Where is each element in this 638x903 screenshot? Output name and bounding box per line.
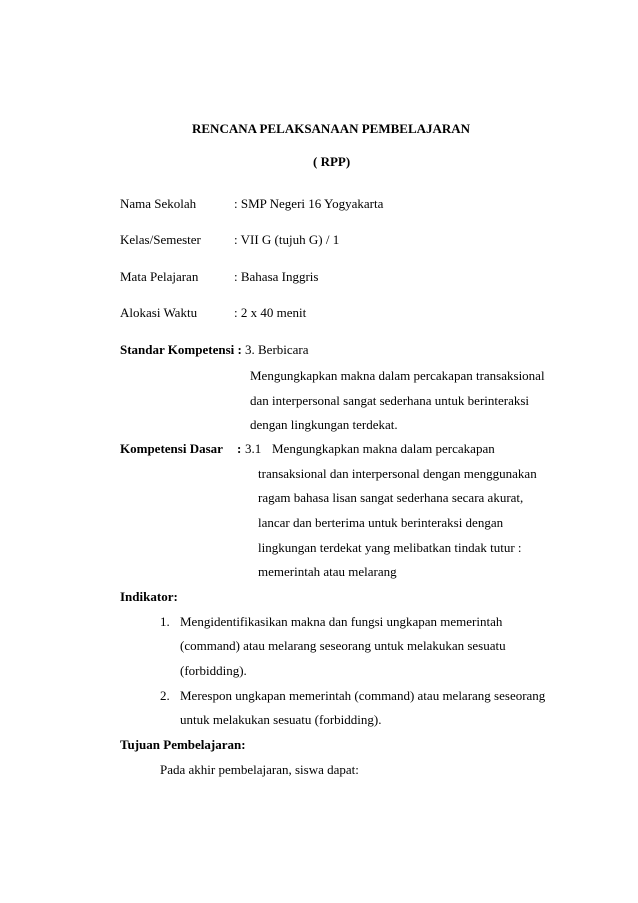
indikator-item-number: 2. — [160, 688, 170, 703]
identity-value-time: : 2 x 40 menit — [234, 305, 307, 320]
identity-value-school: : SMP Negeri 16 Yogyakarta — [234, 196, 384, 211]
kompetensi-dasar-colon: : — [237, 441, 242, 456]
document-subtitle: ( RPP) — [313, 154, 351, 169]
standar-kompetensi-line: Mengungkapkan makna dalam percakapan transaksional — [250, 368, 545, 383]
tujuan-text: Pada akhir pembelajaran, siswa dapat: — [160, 762, 359, 777]
indikator-item-number: 1. — [160, 614, 170, 629]
kompetensi-dasar-line: lancar dan berterima untuk berinteraksi dengan — [258, 515, 504, 530]
identity-label-time: Alokasi Waktu — [120, 305, 198, 320]
kompetensi-dasar-line: transaksional dan interpersonal dengan menggunakan — [258, 466, 537, 481]
kompetensi-dasar-line: lingkungan terdekat yang melibatkan tindak tutur : — [258, 540, 522, 555]
indikator-item-line: (forbidding). — [180, 663, 247, 678]
indikator-item-line: untuk melakukan sesuatu (forbidding). — [180, 712, 382, 727]
standar-kompetensi-label: Standar Kompetensi : — [120, 342, 242, 357]
standar-kompetensi-line: dengan lingkungan terdekat. — [250, 417, 398, 432]
standar-kompetensi-heading: 3. Berbicara — [245, 342, 309, 357]
identity-label-subject: Mata Pelajaran — [120, 269, 199, 284]
identity-label-class: Kelas/Semester — [120, 232, 201, 247]
indikator-item-line: (command) atau melarang seseorang untuk melakukan sesuatu — [180, 638, 506, 653]
indikator-item-line: Merespon ungkapan memerintah (command) atau melarang seseorang — [180, 688, 546, 703]
kompetensi-dasar-line: memerintah atau melarang — [258, 564, 397, 579]
identity-value-subject: : Bahasa Inggris — [234, 269, 319, 284]
identity-value-class: : VII G (tujuh G) / 1 — [234, 232, 340, 247]
tujuan-label: Tujuan Pembelajaran: — [120, 737, 246, 752]
kompetensi-dasar-line: ragam bahasa lisan sangat sederhana secara akurat, — [258, 490, 524, 505]
kompetensi-dasar-number: 3.1 — [245, 441, 262, 456]
standar-kompetensi-line: dan interpersonal sangat sederhana untuk berinteraksi — [250, 393, 530, 408]
identity-label-school: Nama Sekolah — [120, 196, 197, 211]
document-title: RENCANA PELAKSANAAN PEMBELAJARAN — [192, 121, 471, 136]
kompetensi-dasar-label: Kompetensi Dasar — [120, 441, 223, 456]
indikator-label: Indikator: — [120, 589, 178, 604]
indikator-item-line: Mengidentifikasikan makna dan fungsi ungkapan memerintah — [180, 614, 503, 629]
kompetensi-dasar-line: Mengungkapkan makna dalam percakapan — [272, 441, 495, 456]
